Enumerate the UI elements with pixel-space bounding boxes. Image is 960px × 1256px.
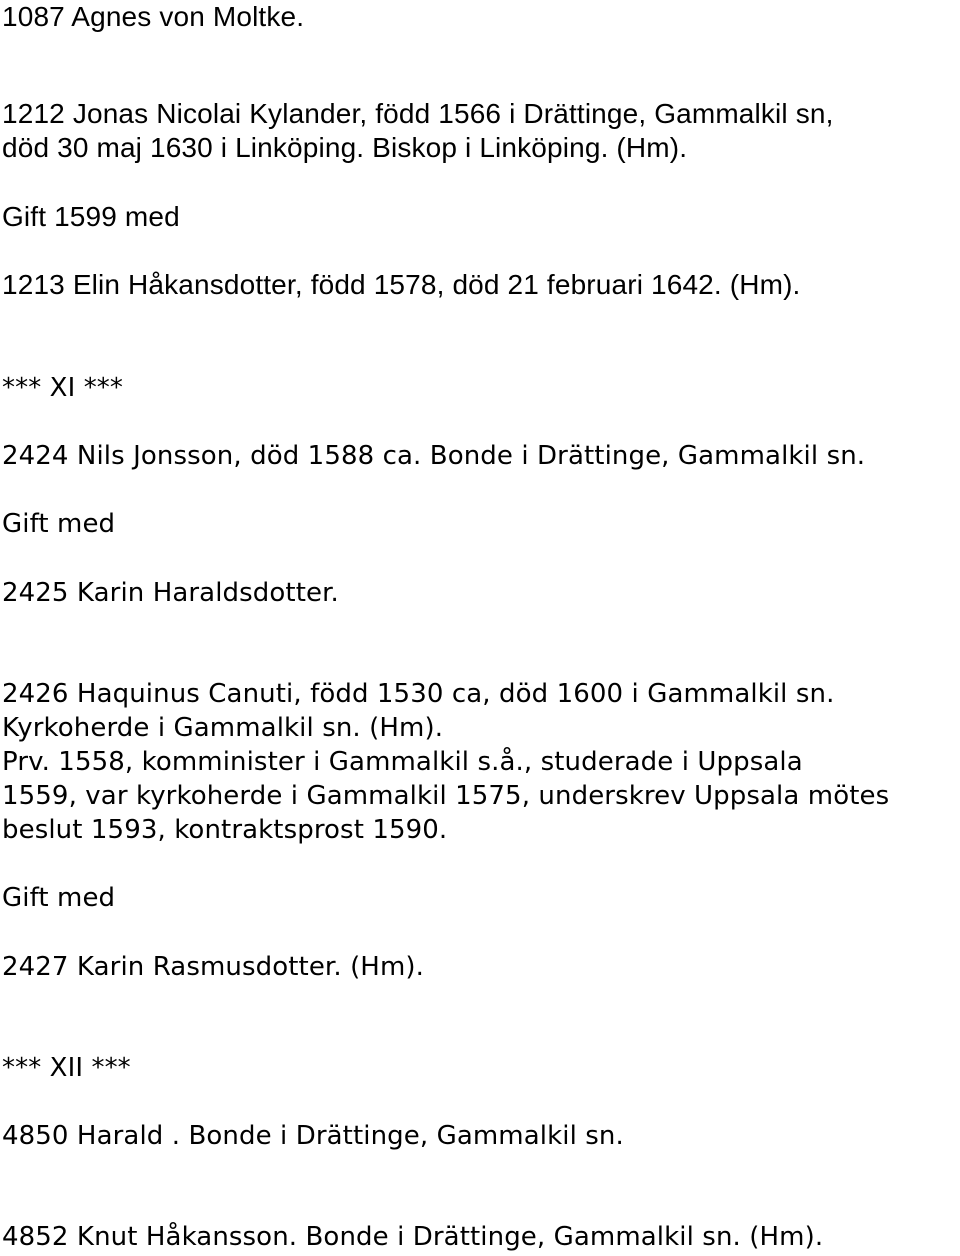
entry-1087: 1087 Agnes von Moltke.	[2, 1, 305, 32]
entry-2427: 2427 Karin Rasmusdotter. (Hm).	[2, 952, 424, 982]
marriage-note: Gift med	[2, 883, 116, 913]
entry-4850: 4850 Harald . Bonde i Drättinge, Gammalkil sn.	[2, 1121, 624, 1151]
generation-heading-xii: *** XII ***	[2, 1053, 131, 1083]
entry-2426-line-2: Kyrkoherde i Gammalkil sn. (Hm).	[2, 713, 444, 743]
marriage-note: Gift med	[2, 509, 116, 539]
generation-heading-xi: *** XI ***	[2, 373, 124, 403]
entry-1212-line-1: 1212 Jonas Nicolai Kylander, född 1566 i Drättinge, Gammalkil sn,	[2, 98, 834, 129]
entry-2426-line-3: Prv. 1558, komminister i Gammalkil s.å., studerade i Uppsala	[2, 747, 803, 777]
marriage-note: Gift 1599 med	[2, 201, 180, 232]
entry-1213: 1213 Elin Håkansdotter, född 1578, död 21 februari 1642. (Hm).	[2, 269, 801, 300]
entry-2426-line-5: beslut 1593, kontraktsprost 1590.	[2, 815, 448, 845]
entry-2425: 2425 Karin Haraldsdotter.	[2, 578, 339, 608]
entry-1212-line-2: död 30 maj 1630 i Linköping. Biskop i Linköping. (Hm).	[2, 132, 688, 163]
entry-4852: 4852 Knut Håkansson. Bonde i Drättinge, Gammalkil sn. (Hm).	[2, 1222, 824, 1252]
entry-2424: 2424 Nils Jonsson, död 1588 ca. Bonde i Drättinge, Gammalkil sn.	[2, 441, 866, 471]
entry-2426-line-1: 2426 Haquinus Canuti, född 1530 ca, död 1600 i Gammalkil sn.	[2, 679, 835, 709]
entry-2426-line-4: 1559, var kyrkoherde i Gammalkil 1575, underskrev Uppsala mötes	[2, 781, 890, 811]
